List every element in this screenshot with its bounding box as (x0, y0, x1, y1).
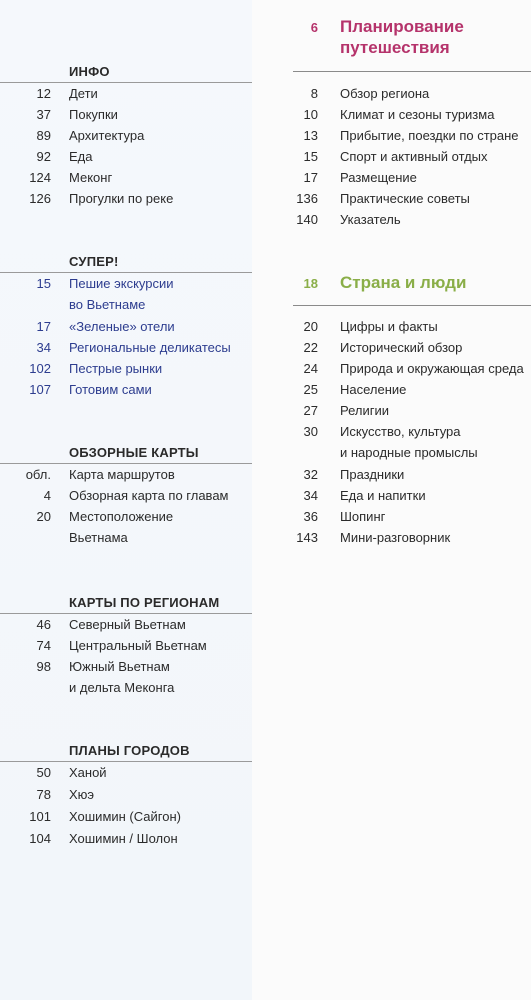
page-number: 37 (36, 107, 51, 122)
entry-title: Шопинг (340, 509, 386, 524)
page-number: 78 (36, 787, 51, 802)
entry-title: Пестрые рынки (69, 361, 163, 376)
entry-title: Архитектура (69, 128, 145, 143)
entry-title: Праздники (340, 467, 405, 482)
page-number: 89 (36, 128, 51, 143)
page-number: 92 (36, 149, 51, 164)
entry-title: Прибытие, поездки по стране (340, 128, 519, 143)
page-number: 30 (303, 424, 318, 439)
entry-title: «Зеленые» отели (69, 319, 175, 334)
chapter-divider (293, 71, 531, 72)
page-number: 27 (303, 403, 318, 418)
entry-title: Спорт и активный отдых (340, 149, 488, 164)
chapter-title[interactable]: Планирование путешествия (340, 17, 464, 57)
section-heading-city-plans: ПЛАНЫ ГОРОДОВ (69, 743, 190, 758)
page-number: 104 (29, 831, 51, 846)
page-number: 10 (303, 107, 318, 122)
chapter-number: 6 (310, 20, 318, 35)
page-number: 20 (36, 509, 51, 524)
entry-title: Дети (69, 86, 98, 101)
entry-title: Цифры и факты (340, 319, 438, 334)
page-number: 20 (303, 319, 318, 334)
section-heading-super: СУПЕР! (69, 254, 119, 269)
entry-title: Указатель (340, 212, 401, 227)
chapter-title[interactable]: Страна и люди (340, 273, 467, 292)
page-number: 126 (29, 191, 51, 206)
entry-title: Центральный Вьетнам (69, 638, 207, 653)
page-number: 12 (36, 86, 51, 101)
entry-title: Карта маршрутов (69, 467, 175, 482)
page-number: 4 (43, 488, 51, 503)
entry-title: Местоположение Вьетнама (69, 509, 174, 545)
page-number: 32 (303, 467, 318, 482)
section-heading-overview-maps: ОБЗОРНЫЕ КАРТЫ (69, 445, 199, 460)
entry-title: Покупки (69, 107, 118, 122)
entry-title: Прогулки по реке (69, 191, 174, 206)
page-number: 46 (36, 617, 51, 632)
section-heading-info: ИНФО (69, 64, 110, 79)
entry-title: Хошимин (Сайгон) (69, 809, 181, 824)
page-number: 15 (303, 149, 318, 164)
page-number: 124 (29, 170, 51, 185)
page-number: 34 (36, 340, 51, 355)
page-number: 101 (29, 809, 51, 824)
entry-title: Хюэ (69, 787, 95, 802)
page-number: 17 (303, 170, 318, 185)
entry-title: Еда и напитки (340, 488, 426, 503)
entry-title: Мини-разговорник (340, 530, 451, 545)
entry-title: Региональные деликатесы (69, 340, 231, 355)
entry-title: Еда (69, 149, 93, 164)
page-number: 143 (296, 530, 318, 545)
entry-title: Климат и сезоны туризма (340, 107, 495, 122)
entry-title: Меконг (69, 170, 113, 185)
page-number: 15 (36, 276, 51, 291)
page-number: 136 (296, 191, 318, 206)
page-number: 8 (310, 86, 318, 101)
entry-title: Обзорная карта по главам (69, 488, 229, 503)
chapter-number: 18 (303, 276, 318, 291)
entry-title: Готовим сами (69, 382, 152, 397)
entry-title: Южный Вьетнам и дельта Меконга (69, 659, 175, 695)
page-number: 36 (303, 509, 318, 524)
entry-title: Ханой (69, 765, 107, 780)
page-number: 98 (36, 659, 51, 674)
entry-title: Природа и окружающая среда (340, 361, 524, 376)
page-number: 74 (36, 638, 51, 653)
page-number: 13 (303, 128, 318, 143)
page-number: 107 (29, 382, 51, 397)
entry-title: Практические советы (340, 191, 470, 206)
entry-title: Искусство, культура и народные промыслы (340, 424, 478, 460)
entry-title: Население (340, 382, 407, 397)
entry-title: Размещение (340, 170, 417, 185)
page-number: 25 (303, 382, 318, 397)
page-number: 34 (303, 488, 318, 503)
entry-title: Исторический обзор (340, 340, 463, 355)
page-number: 102 (29, 361, 51, 376)
page-number: 17 (36, 319, 51, 334)
chapter-divider (293, 305, 531, 306)
entry-title: Религии (340, 403, 390, 418)
section-heading-regional-maps: КАРТЫ ПО РЕГИОНАМ (69, 595, 220, 610)
entry-title: Северный Вьетнам (69, 617, 186, 632)
page-number: 24 (303, 361, 318, 376)
page-number: 50 (36, 765, 51, 780)
entry-title: Пешие экскурсии во Вьетнаме (69, 276, 174, 312)
page-number: обл. (25, 467, 51, 482)
page-number: 140 (296, 212, 318, 227)
page-number: 22 (303, 340, 318, 355)
entry-title: Обзор региона (340, 86, 430, 101)
entry-title: Хошимин / Шолон (69, 831, 178, 846)
